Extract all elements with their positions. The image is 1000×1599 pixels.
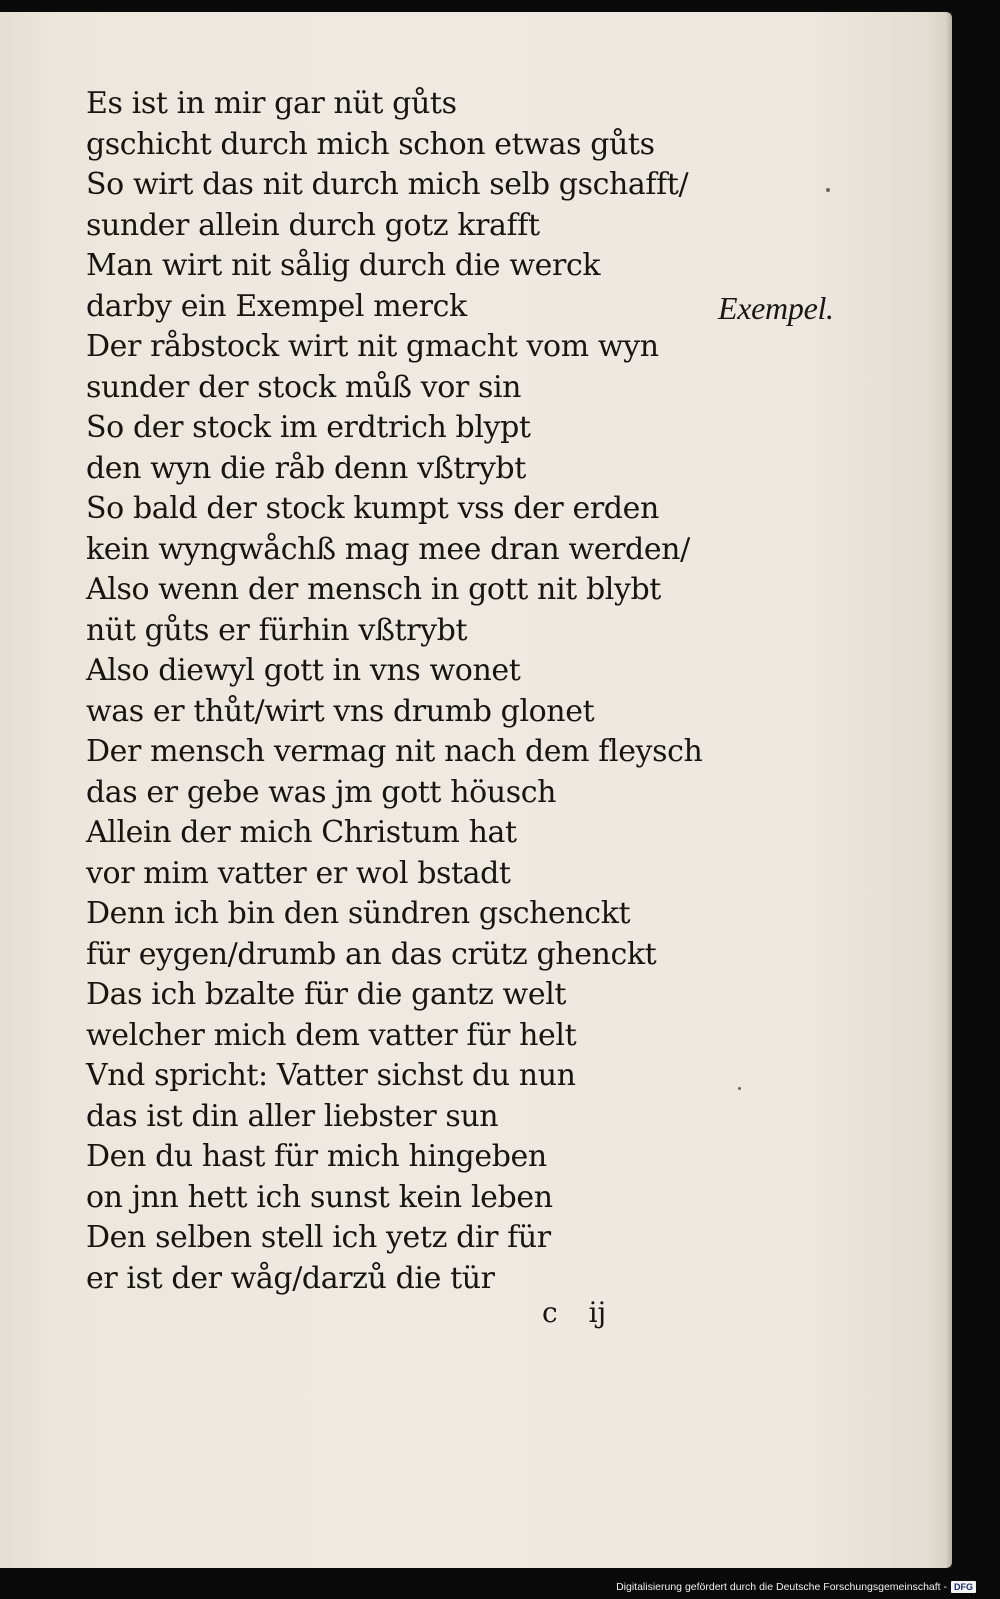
poem-line: Denn ich bin den sündren gschenckt xyxy=(86,896,631,931)
poem-line: welcher mich dem vatter für helt xyxy=(86,1017,577,1053)
poem-line: Der mensch vermag nit nach dem fleysch xyxy=(86,734,703,769)
book-page xyxy=(0,12,952,1568)
poem-line: kein wyngwåchß mag mee dran werden/ xyxy=(86,531,690,567)
poem-line: gschicht durch mich schon etwas gůts xyxy=(86,126,655,162)
poem-line: Das ich bzalte für die gantz welt xyxy=(86,977,567,1012)
poem-line: das ist din aller liebster sun xyxy=(86,1098,499,1134)
poem-line: das er gebe was jm gott höusch xyxy=(86,774,557,810)
signature-mark: c ij xyxy=(542,1296,607,1329)
poem-line: sunder der stock můß vor sin xyxy=(86,369,522,405)
poem-line: was er thůt/wirt vns drumb glonet xyxy=(86,693,595,729)
poem-line: nüt gůts er fürhin vßtrybt xyxy=(86,612,468,648)
poem-line: Es ist in mir gar nüt gůts xyxy=(86,86,457,121)
poem-line: darby ein Exempel merck xyxy=(86,288,467,324)
paper-speck xyxy=(826,188,830,192)
poem-line: für eygen/drumb an das crütz ghenckt xyxy=(86,936,657,972)
poem-line: Vnd spricht: Vatter sichst du nun xyxy=(86,1058,576,1093)
poem-line: er ist der wåg/darzů die tür xyxy=(86,1260,495,1296)
paper-speck xyxy=(738,1087,741,1090)
credit-text: Digitalisierung gefördert durch die Deutsche Forschungsgemeinschaft - xyxy=(616,1581,947,1593)
poem-line: Der råbstock wirt nit gmacht vom wyn xyxy=(86,329,659,364)
poem-line: So bald der stock kumpt vss der erden xyxy=(86,491,659,526)
poem-line: den wyn die råb denn vßtrybt xyxy=(86,450,526,486)
poem-line: sunder allein durch gotz krafft xyxy=(86,207,540,243)
poem-line: So der stock im erdtrich blypt xyxy=(86,410,531,445)
dfg-logo-icon: DFG xyxy=(951,1581,976,1593)
poem-line: Also wenn der mensch in gott nit blybt xyxy=(86,572,661,607)
marginal-note: Exempel. xyxy=(718,290,834,326)
poem-line: Also diewyl gott in vns wonet xyxy=(86,653,521,688)
poem-line: Den selben stell ich yetz dir für xyxy=(86,1220,551,1255)
poem-line: Den du hast für mich hingeben xyxy=(86,1139,547,1174)
poem-line: on jnn hett ich sunst kein leben xyxy=(86,1179,553,1215)
poem-line: So wirt das nit durch mich selb gschafft/ xyxy=(86,167,689,202)
poem-line: Allein der mich Christum hat xyxy=(86,815,517,850)
poem-line: vor mim vatter er wol bstadt xyxy=(86,855,511,891)
poem-line: Man wirt nit sålig durch die werck xyxy=(86,248,601,283)
poem-text-block xyxy=(86,84,726,1299)
digitization-credit xyxy=(616,1581,976,1593)
